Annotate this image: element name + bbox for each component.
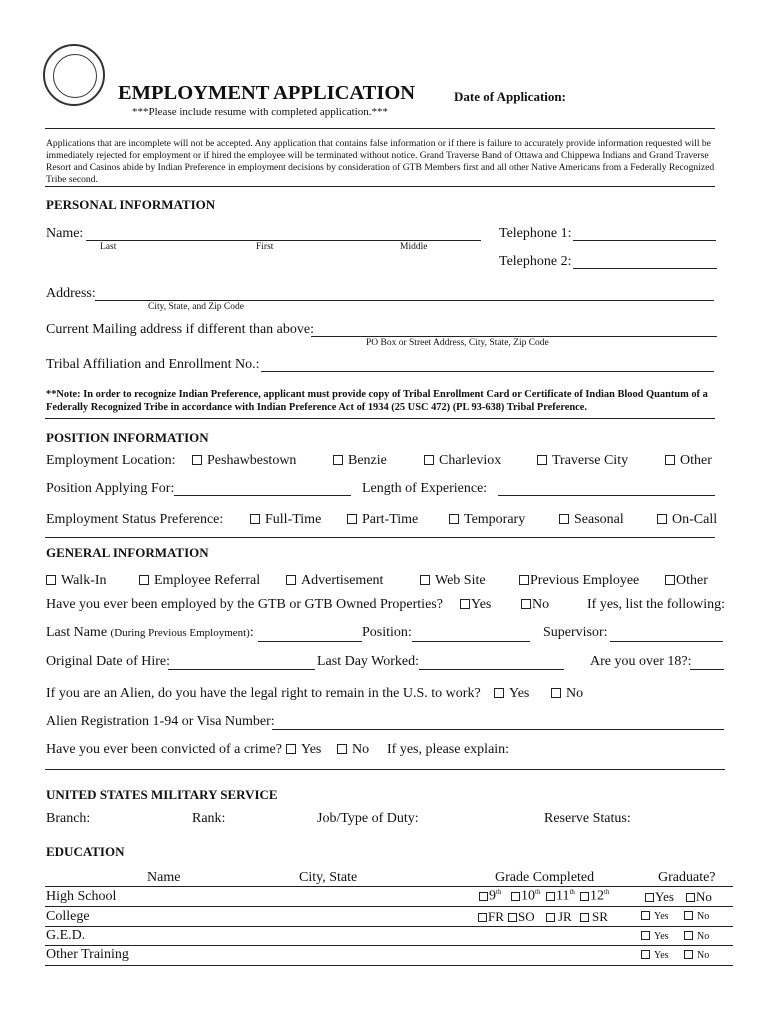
education-row-other-training: Other Training — [46, 947, 129, 962]
no-label: No — [532, 597, 550, 612]
last-name-hint: (During Previous Employment) — [110, 627, 250, 639]
tribal-affiliation-field[interactable] — [261, 371, 714, 372]
alien-registration-label: Alien Registration 1-94 or Visa Number: — [46, 714, 275, 729]
divider — [45, 886, 733, 887]
education-row-high-school: High School — [46, 889, 117, 904]
length-of-experience-label: Length of Experience: — [362, 481, 488, 496]
name-hint-first: First — [256, 242, 274, 252]
position-applying-field[interactable] — [174, 495, 351, 496]
status-label: Seasonal — [574, 512, 624, 527]
position-applying-label: Position Applying For: — [46, 481, 175, 496]
hs-grade-9[interactable] — [479, 888, 501, 905]
source-option-previous-employee[interactable] — [519, 573, 639, 589]
last-name-label — [46, 625, 254, 641]
hs-grade-10[interactable] — [511, 888, 540, 905]
address-label: Address: — [46, 286, 96, 301]
yes-label: Yes — [509, 686, 530, 701]
yes-label: Yes — [471, 597, 492, 612]
location-option-other[interactable] — [665, 453, 712, 469]
ged-graduate-yes[interactable] — [641, 931, 669, 942]
ged-graduate-no[interactable] — [684, 931, 709, 942]
status-option-part-time[interactable] — [347, 512, 418, 528]
education-row-ged: G.E.D. — [46, 928, 86, 943]
date-of-application-label: Date of Application: — [454, 89, 566, 104]
status-label: Temporary — [464, 512, 526, 527]
no-label: No — [696, 889, 712, 904]
hs-graduate-no[interactable] — [686, 889, 712, 905]
location-label: Traverse City — [552, 453, 629, 468]
duty-label: Job/Type of Duty: — [317, 811, 419, 826]
checkbox-icon[interactable] — [686, 893, 695, 902]
grade-suffix: th — [569, 888, 575, 896]
divider — [45, 128, 715, 129]
education-col-name: Name — [147, 870, 181, 885]
mailing-address-field[interactable] — [311, 336, 717, 337]
other-training-graduate-no[interactable] — [684, 950, 709, 961]
source-option-walk-in[interactable] — [46, 573, 107, 589]
grade-suffix: th — [496, 888, 502, 896]
last-day-worked-field[interactable] — [419, 669, 564, 670]
location-option-charleviox[interactable] — [424, 453, 501, 469]
name-hint-middle: Middle — [400, 242, 428, 252]
source-label: Walk-In — [61, 573, 107, 588]
name-hint-last: Last — [100, 242, 117, 252]
supervisor-field[interactable] — [610, 641, 723, 642]
original-hire-date-label: Original Date of Hire: — [46, 654, 171, 669]
checkbox-icon[interactable] — [521, 599, 531, 609]
grade-suffix: th — [604, 888, 610, 896]
tribal-seal-logo — [43, 44, 105, 106]
education-row-college: College — [46, 909, 90, 924]
college-grade-sr[interactable] — [580, 909, 608, 925]
previously-employed-question: Have you ever been employed by the GTB or GTB Owned Properties? — [46, 597, 443, 612]
checkbox-icon[interactable] — [537, 455, 547, 465]
checkbox-icon[interactable] — [665, 575, 675, 585]
crime-explain-field[interactable] — [45, 769, 725, 770]
divider — [45, 186, 715, 187]
crime-no[interactable] — [337, 742, 369, 758]
alien-right-no[interactable] — [551, 686, 583, 702]
checkbox-icon[interactable] — [641, 950, 650, 959]
checkbox-icon[interactable] — [192, 455, 202, 465]
checkbox-icon[interactable] — [424, 455, 434, 465]
checkbox-icon[interactable] — [460, 599, 470, 609]
location-label: Charleviox — [439, 453, 502, 468]
checkbox-icon[interactable] — [420, 575, 430, 585]
source-option-advertisement[interactable] — [286, 573, 383, 589]
length-of-experience-field[interactable] — [498, 495, 715, 496]
checkbox-icon[interactable] — [546, 913, 555, 922]
grade-number: 11 — [556, 888, 570, 904]
education-col-city-state: City, State — [299, 870, 358, 885]
hs-graduate-yes[interactable] — [645, 889, 674, 905]
source-label: Employee Referral — [154, 573, 261, 588]
divider — [45, 926, 733, 927]
checkbox-icon[interactable] — [286, 744, 296, 754]
college-grade-so[interactable] — [508, 909, 535, 925]
checkbox-icon[interactable] — [580, 892, 589, 901]
no-label: No — [352, 742, 370, 757]
checkbox-icon[interactable] — [494, 688, 504, 698]
status-option-on-call[interactable] — [657, 512, 717, 528]
yes-label: Yes — [654, 931, 669, 942]
status-option-full-time[interactable] — [250, 512, 321, 528]
divider — [45, 537, 715, 538]
status-label: On-Call — [672, 512, 718, 527]
checkbox-icon[interactable] — [508, 913, 517, 922]
checkbox-icon[interactable] — [684, 950, 693, 959]
checkbox-icon[interactable] — [684, 911, 693, 920]
source-label: Other — [676, 573, 708, 588]
checkbox-icon[interactable] — [333, 455, 343, 465]
no-label: No — [566, 686, 584, 701]
address-field[interactable] — [95, 300, 714, 301]
other-training-graduate-yes[interactable] — [641, 950, 669, 961]
branch-label: Branch: — [46, 811, 91, 826]
employment-location-label: Employment Location: — [46, 453, 176, 468]
address-hint: City, State, and Zip Code — [148, 302, 244, 312]
education-col-graduate: Graduate? — [658, 870, 716, 885]
location-label: Benzie — [348, 453, 387, 468]
college-grade-fr[interactable] — [478, 909, 504, 925]
source-label: Previous Employee — [530, 573, 640, 588]
original-hire-date-field[interactable] — [168, 669, 315, 670]
telephone-1-field[interactable] — [573, 240, 716, 241]
checkbox-icon[interactable] — [479, 892, 488, 901]
checkbox-icon[interactable] — [337, 744, 347, 754]
status-option-seasonal[interactable] — [559, 512, 624, 528]
checkbox-icon[interactable] — [478, 913, 487, 922]
hs-grade-11[interactable] — [546, 888, 575, 905]
previously-employed-no[interactable] — [521, 597, 549, 613]
alien-registration-field[interactable] — [272, 729, 724, 730]
section-heading-general: GENERAL INFORMATION — [46, 545, 209, 560]
checkbox-icon[interactable] — [665, 455, 675, 465]
mailing-address-hint: PO Box or Street Address, City, State, Zip Code — [366, 338, 549, 348]
checkbox-icon[interactable] — [641, 931, 650, 940]
alien-right-yes[interactable] — [494, 686, 529, 702]
previous-position-label: Position: — [362, 625, 412, 640]
subtitle: ***Please include resume with completed application.*** — [132, 106, 388, 118]
location-label: Peshawbestown — [207, 453, 297, 468]
indian-preference-note: **Note: In order to recognize Indian Preference, applicant must provide copy of Tribal Enrollment Card or Certificate of Indian Blood Quantum of a Federally Recognized Tribe in accordance with Indian Preference Act of 1934 (25 USC 472) (PL 93-638) Tribal Preference. — [46, 389, 708, 413]
name-field[interactable] — [86, 240, 481, 241]
colon: : — [249, 625, 254, 640]
telephone-2-field[interactable] — [573, 268, 717, 269]
page-title: EMPLOYMENT APPLICATION — [118, 82, 416, 104]
college-graduate-yes[interactable] — [641, 911, 669, 922]
source-label: Advertisement — [301, 573, 384, 588]
crime-question: Have you ever been convicted of a crime? — [46, 742, 282, 757]
if-yes-list-label: If yes, list the following: — [587, 597, 726, 612]
section-heading-military: UNITED STATES MILITARY SERVICE — [46, 787, 278, 802]
reserve-status-label: Reserve Status: — [544, 811, 631, 826]
checkbox-icon[interactable] — [645, 893, 654, 902]
location-option-benzie[interactable] — [333, 453, 387, 469]
alien-right-question: If you are an Alien, do you have the legal right to remain in the U.S. to work? — [46, 686, 481, 701]
yes-label: Yes — [654, 911, 669, 922]
checkbox-icon[interactable] — [546, 892, 555, 901]
checkbox-icon[interactable] — [684, 931, 693, 940]
last-name-text: Last Name — [46, 625, 108, 640]
divider — [45, 945, 733, 946]
section-heading-education: EDUCATION — [46, 844, 125, 859]
grade-suffix: th — [535, 888, 541, 896]
crime-explain-label: If yes, please explain: — [387, 742, 510, 757]
checkbox-icon[interactable] — [286, 575, 296, 585]
checkbox-icon[interactable] — [580, 913, 589, 922]
rank-label: Rank: — [192, 811, 226, 826]
no-label: No — [697, 950, 710, 961]
grade-number: 9 — [489, 888, 496, 904]
name-label: Name: — [46, 226, 84, 241]
grade-label: SO — [518, 909, 535, 924]
grade-label: FR — [488, 909, 504, 924]
location-option-peshawbestown[interactable] — [192, 453, 296, 469]
divider — [45, 418, 715, 419]
checkbox-icon[interactable] — [641, 911, 650, 920]
source-option-other[interactable] — [665, 573, 708, 589]
checkbox-icon[interactable] — [657, 514, 667, 524]
checkbox-icon[interactable] — [250, 514, 260, 524]
status-label: Part-Time — [362, 512, 419, 527]
divider — [45, 965, 733, 966]
grade-number: 10 — [521, 888, 535, 904]
checkbox-icon[interactable] — [449, 514, 459, 524]
hs-grade-12[interactable] — [580, 888, 609, 905]
grade-label: SR — [592, 909, 608, 924]
college-grade-jr[interactable] — [546, 909, 572, 925]
source-option-employee-referral[interactable] — [139, 573, 260, 589]
college-graduate-no[interactable] — [684, 911, 709, 922]
source-option-web-site[interactable] — [420, 573, 486, 589]
grade-number: 12 — [590, 888, 604, 904]
checkbox-icon[interactable] — [551, 688, 561, 698]
yes-label: Yes — [654, 950, 669, 961]
checkbox-icon[interactable] — [519, 575, 529, 585]
over-18-label: Are you over 18?: — [590, 654, 692, 669]
tribal-affiliation-label: Tribal Affiliation and Enrollment No.: — [46, 357, 260, 372]
yes-label: Yes — [655, 889, 674, 904]
crime-yes[interactable] — [286, 742, 321, 758]
yes-label: Yes — [301, 742, 322, 757]
previous-position-field[interactable] — [412, 641, 530, 642]
checkbox-icon[interactable] — [347, 514, 357, 524]
section-heading-position: POSITION INFORMATION — [46, 430, 209, 445]
grade-label: JR — [558, 909, 572, 924]
education-col-grade: Grade Completed — [495, 870, 595, 885]
checkbox-icon[interactable] — [511, 892, 520, 901]
no-label: No — [697, 931, 710, 942]
status-option-temporary[interactable] — [449, 512, 525, 528]
checkbox-icon[interactable] — [46, 575, 56, 585]
checkbox-icon[interactable] — [139, 575, 149, 585]
intro-text: Applications that are incomplete will not be accepted. Any application that contains false information or if there is failure to accurately provide information requested will be immediately rejected for employment or if hired the employee will be terminated without notice. Grand Traverse Band of Ottawa and Chippewa Indians and Grand Traverse Resort and Casinos abide by Indian Preference in employment decisions by consideration of GTB Members first and all other Native Americans from a Federally Recognized Tribe second. — [46, 138, 715, 185]
source-label: Web Site — [435, 573, 486, 588]
no-label: No — [697, 911, 710, 922]
previous-last-name-field[interactable] — [258, 641, 362, 642]
location-option-traverse-city[interactable] — [537, 453, 628, 469]
previously-employed-yes[interactable] — [460, 597, 491, 613]
telephone-2-label: Telephone 2: — [499, 254, 572, 269]
telephone-1-label: Telephone 1: — [499, 226, 572, 241]
supervisor-label: Supervisor: — [543, 625, 608, 640]
divider — [45, 906, 733, 907]
over-18-field[interactable] — [690, 669, 724, 670]
employment-status-label: Employment Status Preference: — [46, 512, 224, 527]
location-label: Other — [680, 453, 712, 468]
section-heading-personal: PERSONAL INFORMATION — [46, 197, 216, 212]
mailing-address-label: Current Mailing address if different than above: — [46, 322, 314, 337]
last-day-worked-label: Last Day Worked: — [317, 654, 420, 669]
checkbox-icon[interactable] — [559, 514, 569, 524]
status-label: Full-Time — [265, 512, 322, 527]
